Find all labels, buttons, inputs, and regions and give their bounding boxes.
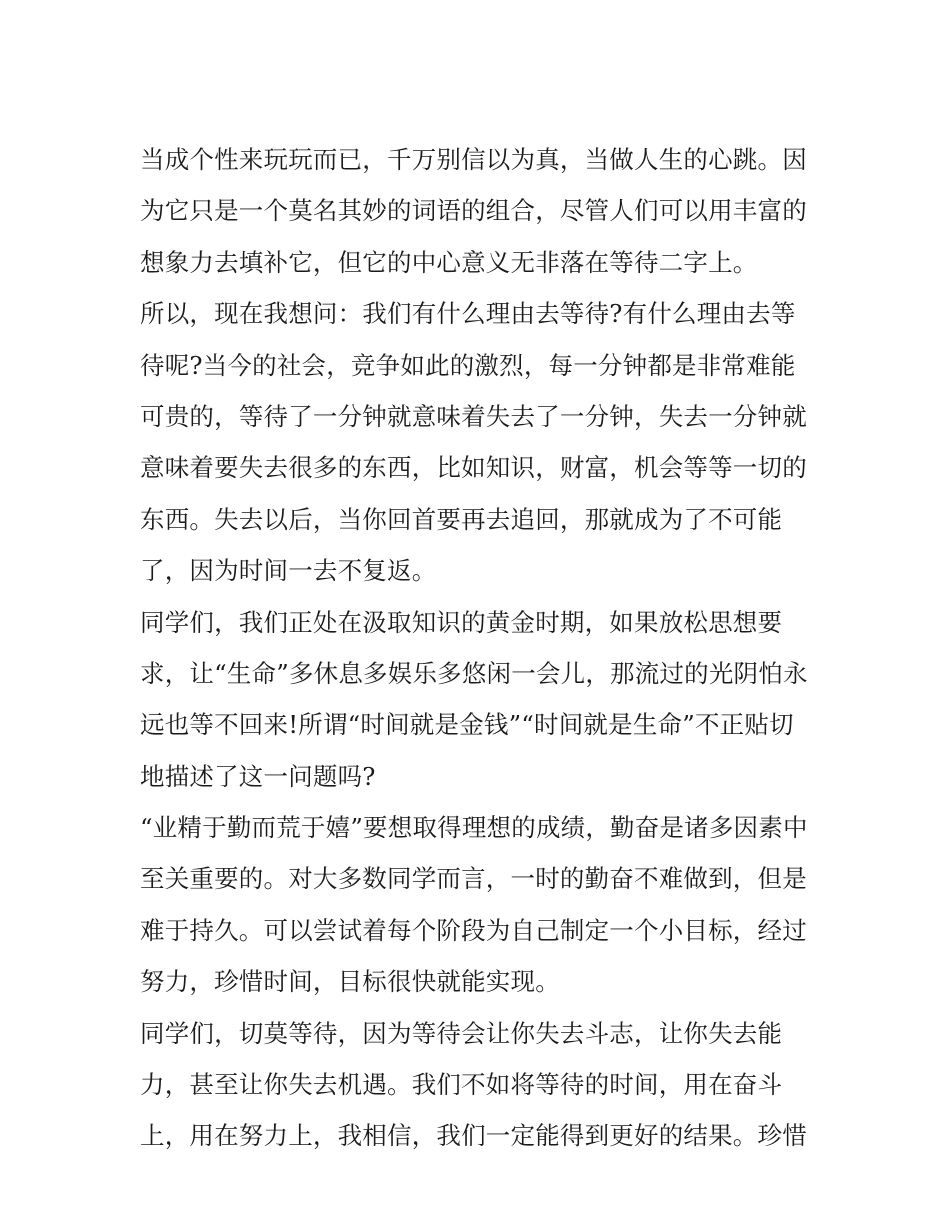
text-line-14: “业精于勤而荒于嬉”要想取得理想的成绩，勤奋是诸多因素中 [140, 813, 808, 843]
text-line-6: 可贵的，等待了一分钟就意味着失去了一分钟，失去一分钟就 [140, 401, 807, 431]
text-line-5: 待呢?当今的社会，竞争如此的激烈，每一分钟都是非常难能 [140, 350, 796, 380]
text-line-4: 所以，现在我想问：我们有什么理由去等待?有什么理由去等 [140, 299, 796, 329]
text-line-9: 了，因为时间一去不复返。 [140, 556, 437, 586]
text-line-12: 远也等不回来!所谓“时间就是金钱”“时间就是生命”不正贴切 [140, 710, 794, 740]
text-line-11: 求，让“生命”多休息多娱乐多悠闲一会儿，那流过的光阴怕永 [140, 658, 808, 688]
body-text [140, 134, 820, 1162]
text-line-13: 地描述了这一问题吗? [140, 761, 376, 791]
text-line-20: 上，用在努力上，我相信，我们一定能得到更好的结果。珍惜 [140, 1121, 807, 1151]
text-line-7: 意味着要失去很多的东西，比如知识，财富，机会等等一切的 [140, 453, 807, 483]
text-line-3: 想象力去填补它，但它的中心意义无非落在等待二字上。 [140, 247, 758, 277]
text-line-2: 为它只是一个莫名其妙的词语的组合，尽管人们可以用丰富的 [140, 196, 807, 226]
text-line-16: 难于持久。可以尝试着每个阶段为自己制定一个小目标，经过 [140, 915, 807, 945]
text-line-18: 同学们，切莫等待，因为等待会让你失去斗志，让你失去能 [140, 1018, 783, 1048]
text-line-8: 东西。失去以后，当你回首要再去追回，那就成为了不可能 [140, 504, 783, 534]
text-line-10: 同学们，我们正处在汲取知识的黄金时期，如果放松思想要 [140, 607, 783, 637]
text-line-15: 至关重要的。对大多数同学而言，一时的勤奋不难做到，但是 [140, 864, 807, 894]
text-line-19: 力，甚至让你失去机遇。我们不如将等待的时间，用在奋斗 [140, 1070, 783, 1100]
text-line-17: 努力，珍惜时间，目标很快就能实现。 [140, 967, 560, 997]
text-line-1: 当成个性来玩玩而已，千万别信以为真，当做人生的心跳。因 [140, 145, 807, 174]
